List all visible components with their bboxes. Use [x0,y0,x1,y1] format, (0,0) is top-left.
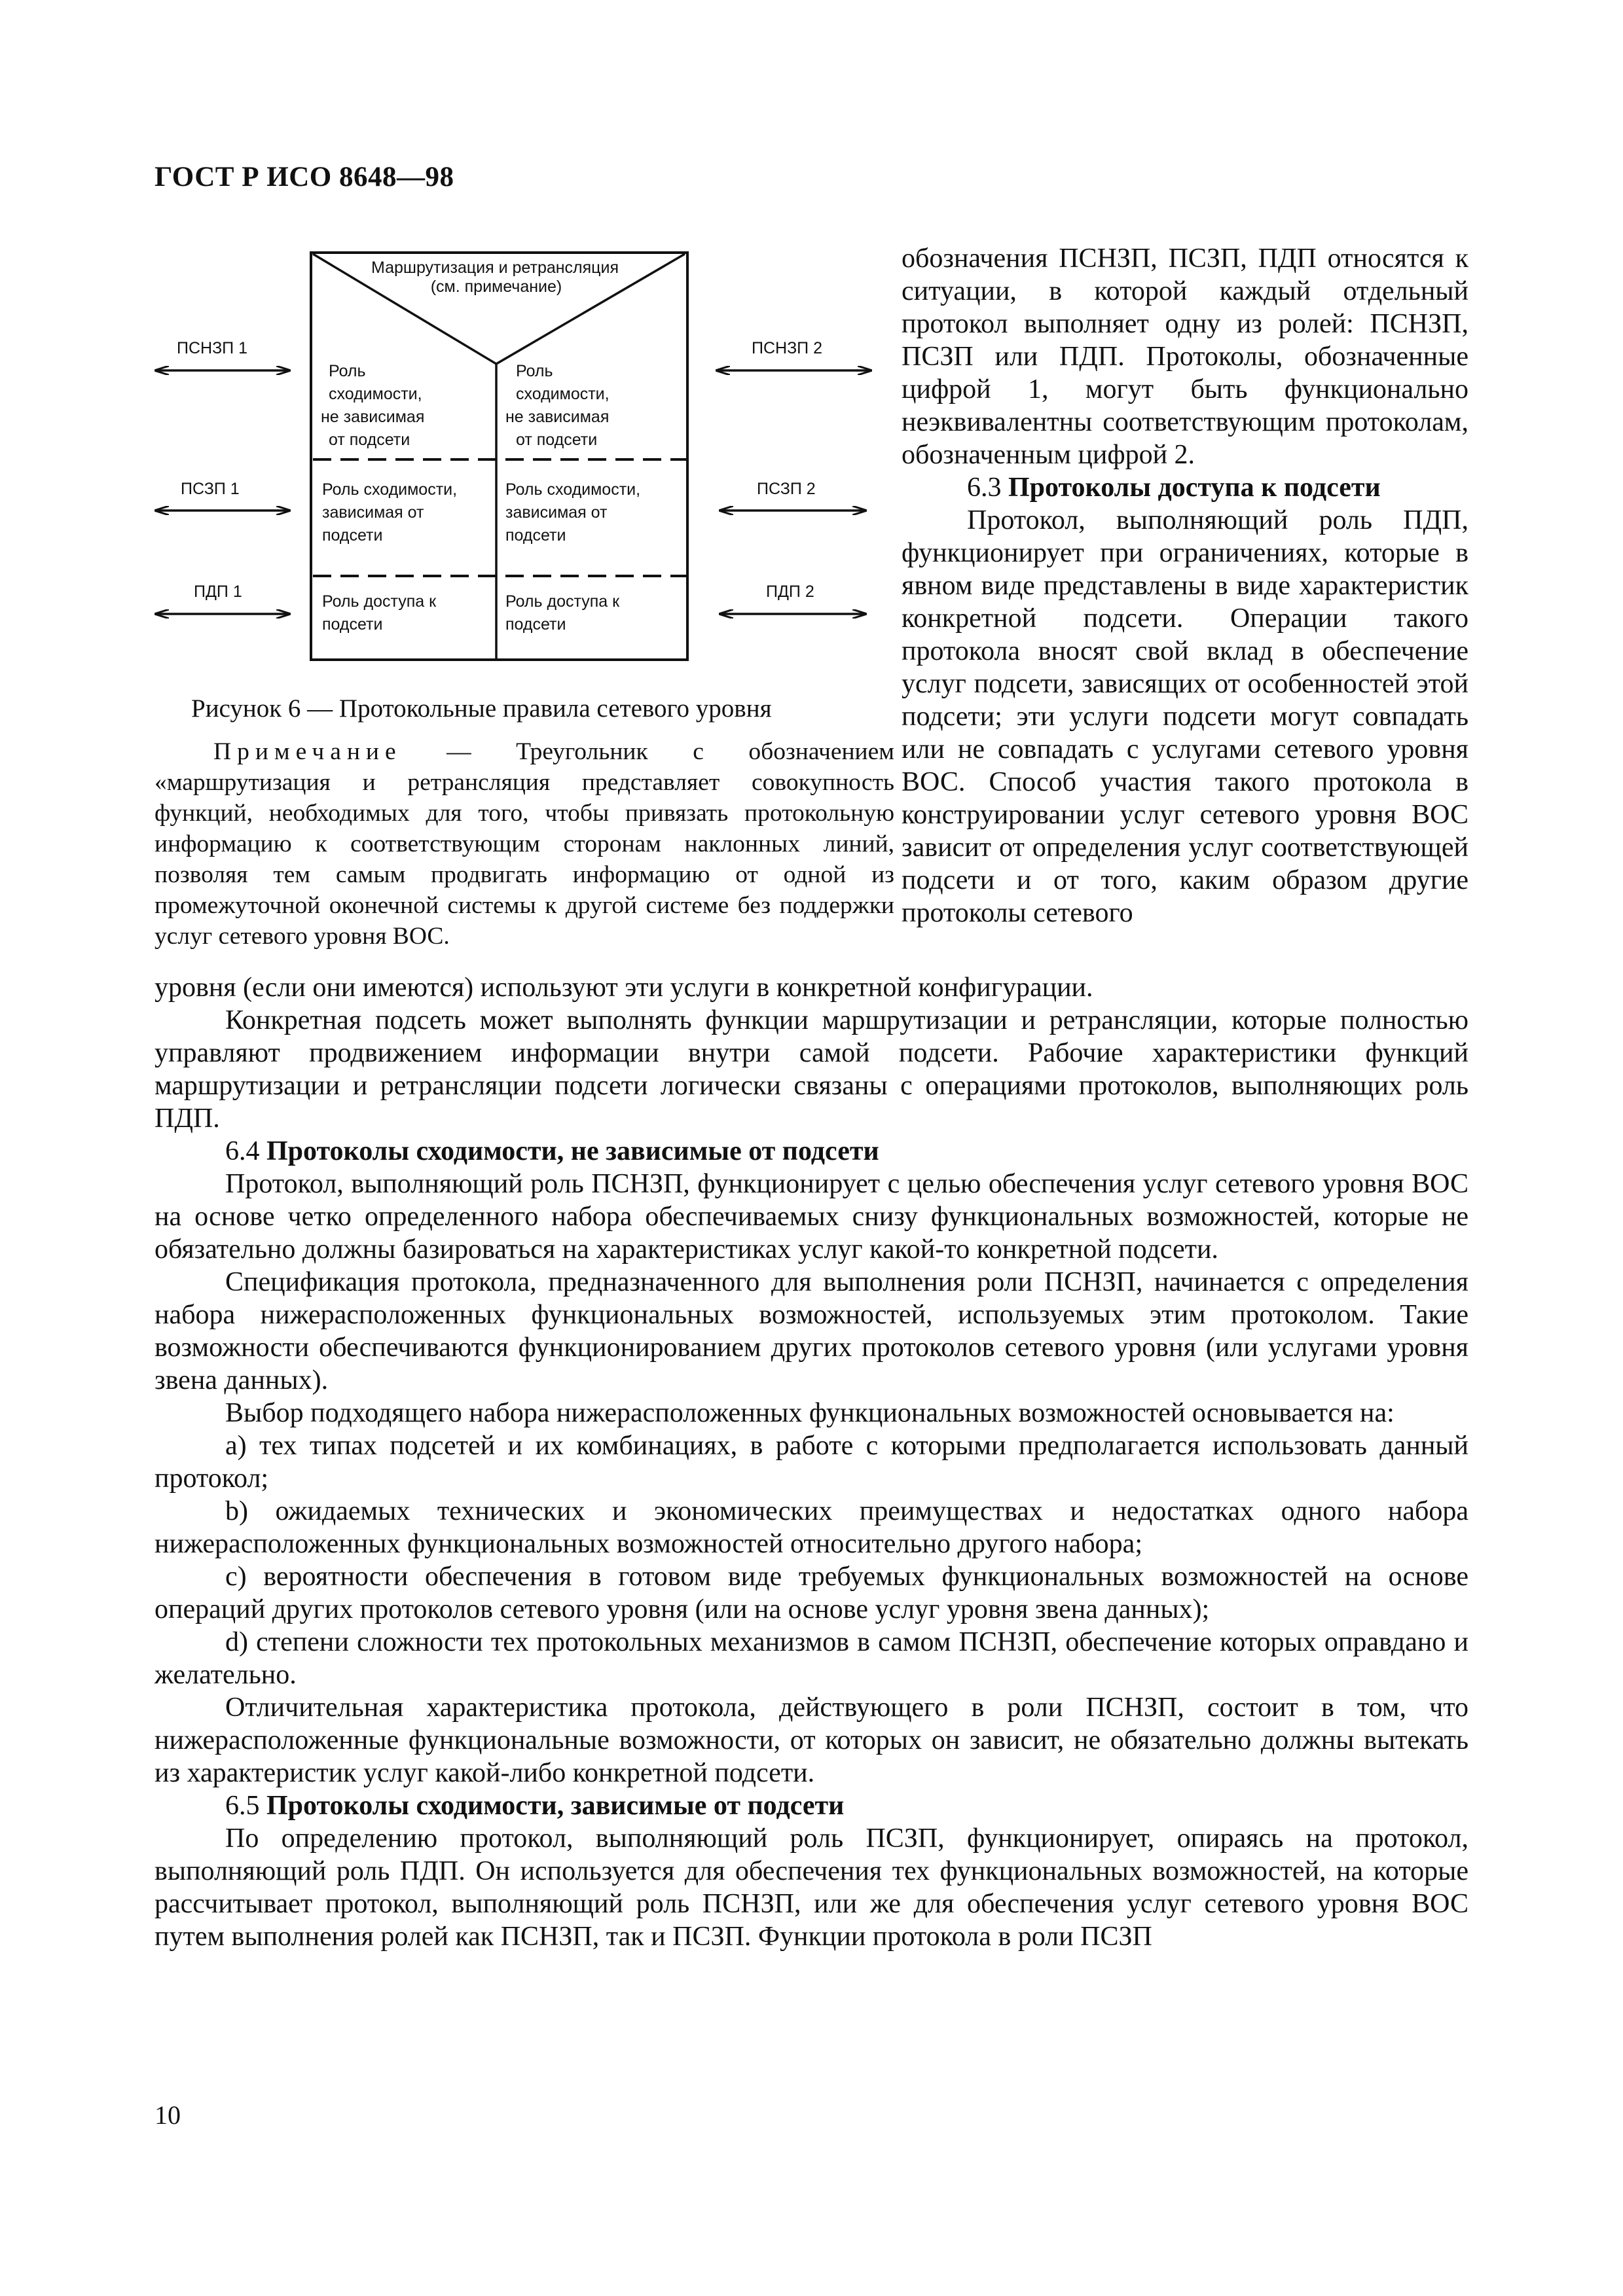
arrow-right-pszp [720,480,866,511]
heading-number: 6.4 [225,1136,266,1166]
main-text [155,971,1468,1953]
arrow-label: ПСЗП 1 [181,480,240,498]
cell-text: Роль доступа к [322,592,437,611]
cell-text: Роль сходимости, [322,480,458,499]
right-column [902,242,1468,929]
triangle-label-line2: (см. примечание) [430,278,562,296]
heading-title: Протоколы сходимости, не зависимые от подсети [266,1136,879,1166]
arrow-right-pdp [720,583,866,614]
arrow-label: ПСНЗП 1 [177,339,247,357]
paragraph: обозначения ПСНЗП, ПСЗП, ПДП относятся к ситуации, в которой каждый отдельный протокол выполняет одну из ролей: ПСНЗП, ПСЗП или ПДП. Протоколы, обозначенные цифрой 1, могут быть функционально неэквивалентны соответствующим протоколам, обозначенным цифрой 2. [902,243,1468,470]
arrow-label: ПСЗП 2 [757,480,816,498]
arrow-right-psnzp [717,339,871,370]
note-text: — Треугольник с обозначением «маршрутизация и ретрансляция представляет совокупность функций, необходимых для того, чтобы привязать протокольную информацию к соответствующим сторонам наклонных линий, позволяя тем самым продвигать информацию от одной из промежуточной оконечной системы к другой системе без поддержки услуг сетевого уровня ВОС. [155,738,894,950]
list-item: а) тех типах подсетей и их комбинациях, в работе с которыми предполагается использовать данный протокол; [155,1431,1468,1494]
list-item: с) вероятности обеспечения в готовом виде требуемых функциональных возможностей на основе операций других протоколов сетевого уровня (или на основе услуг уровня звена данных); [155,1562,1468,1624]
cell-text: от подсети [516,431,598,449]
paragraph: Выбор подходящего набора нижерасположенных функциональных возможностей основывается на: [225,1398,1395,1428]
list-item: b) ожидаемых технических и экономических преимуществах и недостатках одного набора нижерасположенных функциональных возможностей относительно другого набора; [155,1496,1468,1559]
paragraph: Конкретная подсеть может выполнять функции маршрутизации и ретрансляции, которые полностью управляют продвижением информации внутри самой подсети. Рабочие характеристики функций маршрутизации и ретрансляции подсети логически связаны с операциями протоколов, выполняющих роль ПДП. [155,1005,1468,1134]
document-header: ГОСТ Р ИСО 8648—98 [155,162,454,192]
note-label: Примечание [213,738,402,765]
cell-text: Роль [516,362,553,380]
cell-text: сходимости, [329,385,422,403]
arrow-left-pdp [156,583,289,614]
paragraph: Отличительная характеристика протокола, действующего в роли ПСНЗП, состоит в том, что нижерасположенные функциональные возможности, от которых он зависит, не обязательно должны вытекать из характеристик услуг какой-либо конкретной подсети. [155,1693,1468,1788]
triangle-label-line1: Маршрутизация и ретрансляция [371,259,619,277]
arrow-left-pszp [156,480,289,511]
section-heading-6-5 [155,1789,1468,1822]
cell-independent-left [321,362,424,449]
cell-access-right [505,592,620,634]
cell-text: Роль [329,362,366,380]
cell-text: подсети [322,615,383,634]
cell-text: Роль доступа к [505,592,620,611]
protocol-roles-diagram [144,242,884,668]
cell-text: от подсети [329,431,410,449]
heading-number: 6.5 [225,1791,266,1821]
arrow-label: ПДП 1 [194,583,242,601]
figure-caption: Рисунок 6 — Протокольные правила сетевого уровня [191,694,772,723]
heading-number: 6.3 [967,473,1008,503]
cell-text: зависимая от [505,503,608,522]
heading-title: Протоколы доступа к подсети [1008,473,1381,503]
paragraph: Протокол, выполняющий роль ПДП, функционирует при ограничениях, которые в явном виде представлены в виде характеристик конкретной подсети. Операции такого протокола вносят свой вклад в обеспечение услуг подсети, зависящих от особенностей этой подсети; эти услуги подсети могут совпадать или не совпадать с услугами сетевого уровня ВОС. Способ участия такого протокола в конструировании услуг сетевого уровня ВОС зависит от определения услуг соответствующей подсети и от того, каким образом другие протоколы сетевого [902,505,1468,928]
page-number: 10 [155,2100,181,2130]
cell-independent-right [505,362,610,449]
heading-title: Протоколы сходимости, зависимые от подсети [266,1791,845,1821]
paragraph: Протокол, выполняющий роль ПСНЗП, функционирует с целью обеспечения услуг сетевого уровня ВОС на основе четко определенного набора обеспечиваемых снизу функциональных возможностей, которые не обязательно должны базироваться на характеристиках услуг какой-то конкретной подсети. [155,1169,1468,1265]
cell-text: не зависимая [505,408,610,426]
cell-access-left [322,592,437,634]
section-heading-6-4 [155,1135,1468,1168]
paragraph: уровня (если они имеются) используют эти услуги в конкретной конфигурации. [155,973,1093,1003]
paragraph: По определению протокол, выполняющий роль ПСЗП, функционирует, опираясь на протокол, выполняющий роль ПДП. Он используется для обеспечения тех функциональных возможностей, на которые рассчитывает протокол, выполняющий роль ПСНЗП, или же для обеспечения услуг сетевого уровня ВОС путем выполнения ролей как ПСНЗП, так и ПСЗП. Функции протокола в роли ПСЗП [155,1823,1468,1952]
cell-text: подсети [322,526,383,545]
arrow-label: ПСНЗП 2 [752,339,822,357]
cell-text: подсети [505,526,566,545]
cell-text: сходимости, [516,385,610,403]
paragraph: Спецификация протокола, предназначенного для выполнения роли ПСНЗП, начинается с определения набора нижерасположенных функциональных возможностей, используемых этим протоколом. Такие возможности обеспечиваются функционированием других протоколов сетевого уровня (или услугами уровня звена данных). [155,1267,1468,1395]
arrow-label: ПДП 2 [766,583,814,601]
arrow-left-psnzp [156,339,289,370]
list-item: d) степени сложности тех протокольных механизмов в самом ПСНЗП, обеспечение которых оправдано и желательно. [155,1627,1468,1690]
cell-text: Роль сходимости, [505,480,641,499]
figure-note [155,736,894,952]
cell-text: подсети [505,615,566,634]
section-heading-6-3 [902,471,1468,504]
cell-text: зависимая от [322,503,424,522]
cell-text: не зависимая [321,408,425,426]
cell-dependent-right [505,480,640,545]
cell-dependent-left [322,480,457,545]
